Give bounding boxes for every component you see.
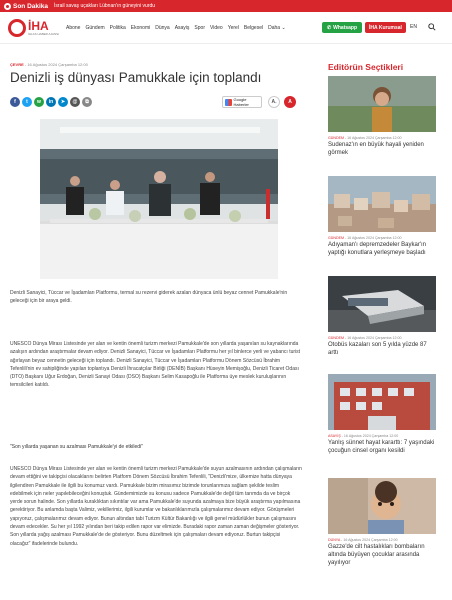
nav-item-asayis[interactable]: Asayiş (174, 25, 190, 31)
nav-item-dunya[interactable]: Dünya (155, 25, 170, 31)
whatsapp-label: Whatsapp (333, 24, 358, 31)
sidebar-card[interactable] (328, 478, 436, 567)
nav-item-politika[interactable]: Politika (109, 25, 126, 31)
article-paragraph-2: UNESCO Dünya Mirası Listesinde yer alan ve kentin önemli turizm merkezi Pamukkale'de son yıllarda yaşanılan su kaynaklarında azalışın ardından araştırmalar devam ediyor. Denizli Sanayici, Tüccar ve İşadamları Platformu her yıl binlerce yerli ve yabancı turist ağırlayan beyaz cennetin geleceği için toplandı. Denizli Sanayici, Tüccar ve İşadamları Platformu Dönem Sözcüsü İbrahim Tefenlili'nin ev sahipliğinde yapılan toplantıya Denizli İhracatçılar Birliği (DENİB) Başkanı Hüseyin Memişoğlu, Denizli Ticaret Odası (DTO) Başkanı Uğur Erdoğan, Denizli Sanayi Odası (DSO) Başkanı Selim Kasapoğlu ile Platforma üye meslek kuruluşlarının temsilcileri katıldı. (10, 341, 301, 389)
housing-photo-illustration (328, 176, 436, 232)
telegram-share-icon[interactable]: ➤ (58, 97, 68, 107)
sidebar-card-headline[interactable]: Otobüs kazaları son 5 yılda yüzde 87 arttı (328, 342, 427, 356)
iha-kurumsal-label: İHA Kurumsal (369, 24, 402, 31)
sidebar-card-date: - 16 Ağustos 2024 Çarşamba 12:00 (340, 434, 399, 438)
nav-item-daha[interactable] (268, 25, 286, 31)
sidebar-card-image (328, 374, 436, 430)
sidebar-title: Editörün Seçtikleri (328, 62, 404, 72)
main-nav (66, 25, 286, 31)
sidebar-card-headline[interactable]: Adıyaman'ı depremzedeler Baykar'ın yaptığı konutlara yerleşmeye başladı (328, 242, 427, 256)
sidebar-card-image (328, 276, 436, 332)
sidebar-card-category: GÜNDEM (328, 336, 344, 340)
sidebar-card-category: ASAYİŞ (328, 434, 341, 438)
copy-link-icon[interactable]: ⧉ (82, 97, 92, 107)
nav-item-spor[interactable]: Spor (194, 25, 205, 31)
sidebar-card-headline[interactable]: Yanlış sünnet hayat kararttı: 7 yaşındaki çocuğun cinsel organı kesildi (328, 440, 435, 454)
child-photo-illustration (328, 478, 436, 534)
google-news-icon (225, 99, 232, 106)
logo-subtitle: İHLAS HABER AJANSI (28, 32, 60, 36)
sidebar-card-date: - 16 Ağustos 2024 Çarşamba 12:00 (343, 136, 402, 140)
live-dot-icon (4, 3, 11, 10)
logo-mark-icon (8, 19, 26, 37)
article-paragraph-3: UNESCO Dünya Mirası Listesinde yer alan ve kentin önemli turizm merkezi Pamukkale'de suyun azalmasının ardından çalışmaların devam ettiğini ve takipçisi olacaklarını belirten Platform Dönem Sözcüsü İbrahim Tefenlili, "Denizli'mize, ülkemize hatta dünyaya ilgilendiren Pamukkale ile ilgili bu konumuz vardı. Pamukkale bizim mirasımız bizimde torunlarımıza sağlam şekilde teslim edebilmek için neler yapılebileceğini konuştuk. Gündemimizde su konusu sadece Pamukkale'de değil tüm tarımda da ve birçok yerde sorun halinde. Son yıllarda kuraklıktan sıkıntılar var ama Pamukkale'de suyunda azalmaya bize büyük araştırma yapılmasına gerektiriyor. Bu anlamda başta Valimiz, vekillerimiz, ilgili kurumlar ve bakanlıklarımızla çalışmalarımız devam ediyor. Görüşmeleri yapıyoruz, çalışmalarımız devam ediyor. Bunun altından tabi Turizm Kültür Bakanlığı ve ilgili genel müdürlükler bunun çalışmasını devam edecekler. Su her yıl 1992 yılından beri takip edilen rapor var elimizde. Buradaki rapor zaman zaman değişmeler gösteriyor. Son yıllarda yağış azalması Pamukkale'de de gösteriyor. Bunu düzeltmek için çalışmaları devam ediyoruz. Burtun takipçisi olacağız" ifadelerinde bulundu. (10, 466, 302, 547)
whatsapp-icon: ✆ (326, 24, 332, 31)
sidebar-card[interactable] (328, 76, 436, 157)
sidebar-card-date: - 16 Ağustos 2024 Çarşamba 12:00 (343, 336, 402, 340)
nav-item-video[interactable]: Video (209, 25, 223, 31)
google-news-label: Google Haberler (233, 97, 249, 107)
sidebar-card[interactable] (328, 374, 436, 455)
breaking-news-headline[interactable]: İsrail savaş uçakları Lübnan'ın güneyini vurdu (54, 3, 156, 9)
sidebar-card-category: GÜNDEM (328, 236, 344, 240)
chevron-down-icon: ⌄ (281, 25, 286, 31)
language-switch[interactable]: EN (410, 24, 417, 30)
sidebar-card-date: - 16 Ağustos 2024 Çarşamba 12:00 (340, 538, 398, 542)
nav-item-daha-label: Daha (268, 25, 281, 31)
article-photo (40, 119, 278, 279)
article-subheading: "Son yıllarda yaşanan su azalması Pamukkale'yi de etkiledi" (10, 444, 143, 450)
facebook-share-icon[interactable]: f (10, 97, 20, 107)
breadcrumb (10, 62, 88, 67)
font-increase-button[interactable]: A (284, 96, 296, 108)
nav-item-belgesel[interactable]: Belgesel (243, 25, 264, 31)
linkedin-share-icon[interactable]: in (46, 97, 56, 107)
nav-item-yerel[interactable]: Yerel (227, 25, 239, 31)
site-header (0, 14, 452, 44)
whatsapp-share-icon[interactable]: w (34, 97, 44, 107)
article-paragraph-1: Denizli Sanayici, Tüccar ve İşadamları Platformu, termal su rezervi giderek azalan dünyaca ünlü beyaz cennet Pamukkale'nin geleceği için bir araya geldi. (10, 290, 288, 305)
sidebar-card-meta (328, 236, 436, 240)
search-icon[interactable] (428, 23, 436, 31)
hospital-photo-illustration (328, 374, 436, 430)
sidebar-card-meta (328, 434, 436, 438)
nav-item-ekonomi[interactable]: Ekonomi (130, 25, 151, 31)
sidebar-card[interactable] (328, 276, 436, 357)
article-title: Denizli iş dünyası Pamukkale için toplandı (10, 70, 262, 85)
breaking-label-text: Son Dakika (13, 2, 49, 10)
breadcrumb-category[interactable]: ÇEVRE (10, 62, 24, 67)
font-decrease-button[interactable]: A - (268, 96, 280, 108)
sidebar-card-category: DÜNYA (328, 538, 341, 542)
sidebar-card-category: GÜNDEM (328, 136, 344, 140)
sidebar-card[interactable] (328, 176, 436, 257)
breaking-news-label (0, 3, 48, 10)
twitter-share-icon[interactable]: t (22, 97, 32, 107)
logo-text: İHA (28, 19, 49, 33)
girl-photo-illustration (328, 76, 436, 132)
breaking-news-bar[interactable] (0, 0, 452, 12)
share-bar (10, 97, 92, 107)
sidebar-card-date: - 16 Ağustos 2024 Çarşamba 12:00 (343, 236, 402, 240)
nav-item-abone[interactable]: Abone (66, 25, 81, 31)
article-date: - 16 Ağustos 2024 Çarşamba 12:00 (23, 62, 88, 67)
meeting-photo-illustration (40, 119, 278, 279)
email-share-icon[interactable]: @ (70, 97, 80, 107)
google-news-button[interactable] (222, 96, 262, 108)
sidebar-card-image (328, 176, 436, 232)
iha-kurumsal-button[interactable] (365, 22, 406, 33)
site-logo[interactable] (8, 19, 59, 37)
sidebar-card-image (328, 76, 436, 132)
sidebar-card-headline[interactable]: Sudenaz'ın en büyük hayali yeniden görmek (328, 142, 424, 156)
sidebar-card-headline[interactable]: Gazze'de cilt hastalıkları bombaların altında büyüyen çocuklar arasında yayılıyor (328, 544, 425, 566)
sidebar-card-image (328, 478, 436, 534)
whatsapp-button[interactable] (322, 22, 362, 33)
nav-item-gundem[interactable]: Gündem (85, 25, 105, 31)
sidebar-card-meta (328, 136, 436, 140)
bus-crash-photo-illustration (328, 276, 436, 332)
sidebar-card-meta (328, 336, 436, 340)
sidebar-card-meta (328, 538, 436, 542)
